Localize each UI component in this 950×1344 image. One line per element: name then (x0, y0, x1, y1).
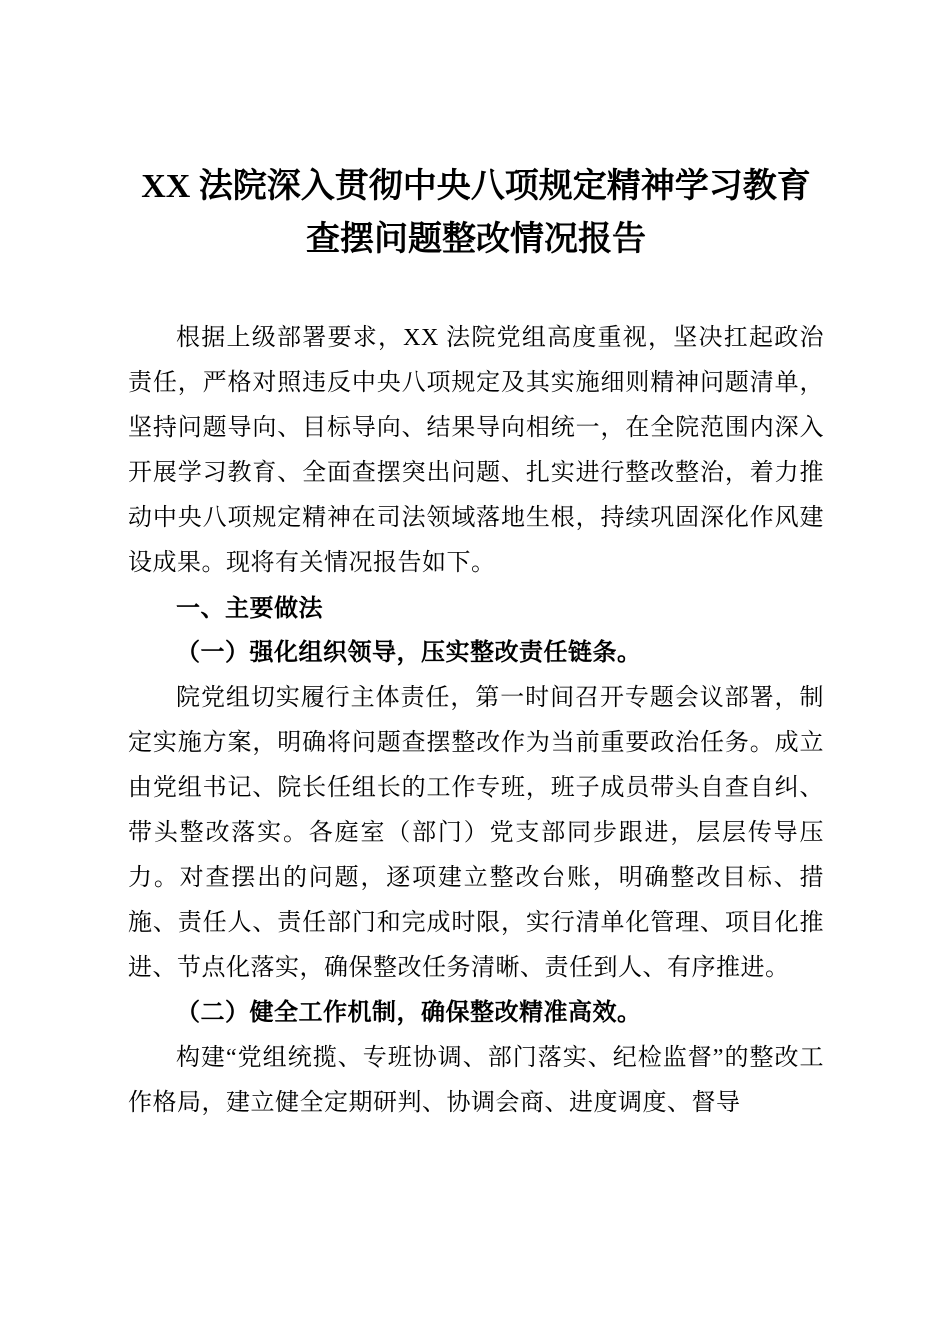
document-title (128, 160, 824, 266)
paragraph-intro: 根据上级部署要求，XX 法院党组高度重视，坚决扛起政治责任，严格对照违反中央八项规定及其实施细则精神问题清单，坚持问题导向、目标导向、结果导向相统一，在全院范围内深入开展学习教育、全面查摆突出问题、扎实进行整改整治，着力推动中央八项规定精神在司法领域落地生根，持续巩固深化作风建设成果。现将有关情况报告如下。 (128, 325, 824, 576)
document-title-line-1: XX 法院深入贯彻中央八项规定精神学习教育 (141, 168, 811, 205)
heading-main-practices: 一、主要做法 (176, 595, 323, 622)
heading-sub-2-work-mechanism: （二）健全工作机制，确保整改精准高效。 (176, 1000, 642, 1026)
heading-sub-1-organization-leadership: （一）强化组织领导，压实整改责任链条。 (176, 640, 642, 666)
document-title-line-2: 查摆问题整改情况报告 (306, 221, 646, 258)
paragraph-sub-2-body: 构建“党组统揽、专班协调、部门落实、纪检监督”的整改工作格局，建立健全定期研判、协调会商、进度调度、督导 (128, 1045, 824, 1116)
paragraph-sub-1-body: 院党组切实履行主体责任，第一时间召开专题会议部署，制定实施方案，明确将问题查摆整改作为当前重要政治任务。成立由党组书记、院长任组长的工作专班，班子成员带头自查自纠、带头整改落实。各庭室（部门）党支部同步跟进，层层传导压力。对查摆出的问题，逐项建立整改台账，明确整改目标、措施、责任人、责任部门和完成时限，实行清单化管理、项目化推进、节点化落实，确保整改任务清晰、责任到人、有序推进。 (128, 685, 824, 981)
